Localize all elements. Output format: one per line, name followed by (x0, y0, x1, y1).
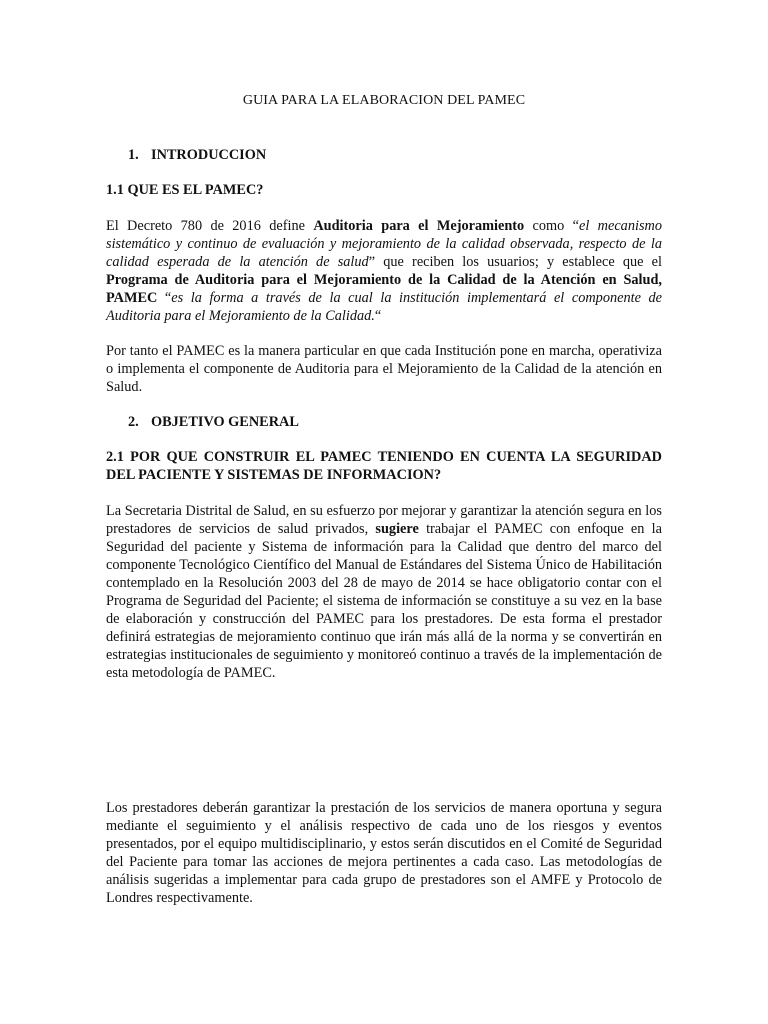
text-run: El Decreto 780 de 2016 define (106, 218, 314, 234)
paragraph-secretaria (106, 502, 662, 682)
subsection-heading-que-es-pamec: 1.1 QUE ES EL PAMEC? (106, 182, 264, 198)
paragraph-pamec-manera: Por tanto el PAMEC es la manera particular en que cada Institución pone en marcha, operativiza o implementa el componente de Auditoria para el Mejoramiento de la Calidad de la atención en Salud. (106, 343, 662, 395)
document-title: GUIA PARA LA ELABORACION DEL PAMEC (242, 93, 526, 108)
section-number: 1. (128, 147, 139, 163)
text-run: “ (374, 308, 382, 324)
section-heading-text: INTRODUCCION (151, 147, 267, 163)
text-run: como “ (524, 218, 579, 234)
section-heading-introduccion (128, 146, 662, 164)
text-run: ” que reciben los usuarios; y establece que el (368, 254, 663, 270)
subsection-heading-por-que-construir: 2.1 POR QUE CONSTRUIR EL PAMEC TENIENDO EN CUENTA LA SEGURIDAD DEL PACIENTE Y SISTEMAS DE INFORMACION? (106, 449, 662, 483)
text-run: trabajar el PAMEC con enfoque en la Seguridad del paciente y Sistema de información para la Calidad que dentro del marco del componente Tecnológico Científico del Manual de Estándares del Sistema Único de Habilitación contemplado en la Resolución 2003 del 28 de mayo de 2014 se hace obligatorio contar con el Programa de Seguridad del Paciente; el sistema de información se constituye a su vez en la base de elaboración y construcción del PAMEC para los prestadores. De esta forma el prestador definirá estrategias de mejoramiento continuo que irán más allá de la norma y se convertirán en estrategias institucionales de seguimiento y monitoreó continuo a través de la implementación de esta metodología de PAMEC. (106, 521, 662, 681)
document-page (106, 92, 662, 924)
bold-term-auditoria: Auditoria para el Mejoramiento (313, 218, 525, 234)
bold-term-sugiere: sugiere (375, 521, 419, 537)
paragraph-definition (106, 217, 662, 325)
section-heading-text: OBJETIVO GENERAL (151, 414, 299, 430)
text-run: La Secretaria Distrital de Salud, en su esfuerzo por mejorar y garantizar la atención segura en los prestadores de servicios de salud privados, (106, 503, 662, 537)
bold-term-programa: Programa de Auditoria para el Mejoramiento de la Calidad de la Atención en Salud, PAMEC (106, 272, 662, 306)
italic-quote-pamec: es la forma a través de la cual la institución implementará el componente de Auditoria para el Mejoramiento de la Calidad. (106, 290, 662, 324)
italic-quote-definition: el mecanismo sistemático y continuo de evaluación y mejoramiento de la calidad observada, respecto de la calidad esperada de la atención de salud (106, 218, 662, 270)
section-number: 2. (128, 414, 139, 430)
paragraph-prestadores: Los prestadores deberán garantizar la prestación de los servicios de manera oportuna y segura mediante el seguimiento y el análisis respectivo de cada uno de los riesgos y eventos presentados, por el equipo multidisciplinario, y estos serán discutidos en el Comité de Seguridad del Paciente para tomar las acciones de mejora pertinentes a cada caso. Las metodologías de análisis sugeridas a implementar para cada grupo de prestadores son el AMFE y Protocolo de Londres respectivamente. (106, 800, 662, 906)
section-heading-objetivo-general (128, 413, 662, 431)
blank-space (106, 699, 662, 799)
text-run: “ (157, 290, 172, 306)
